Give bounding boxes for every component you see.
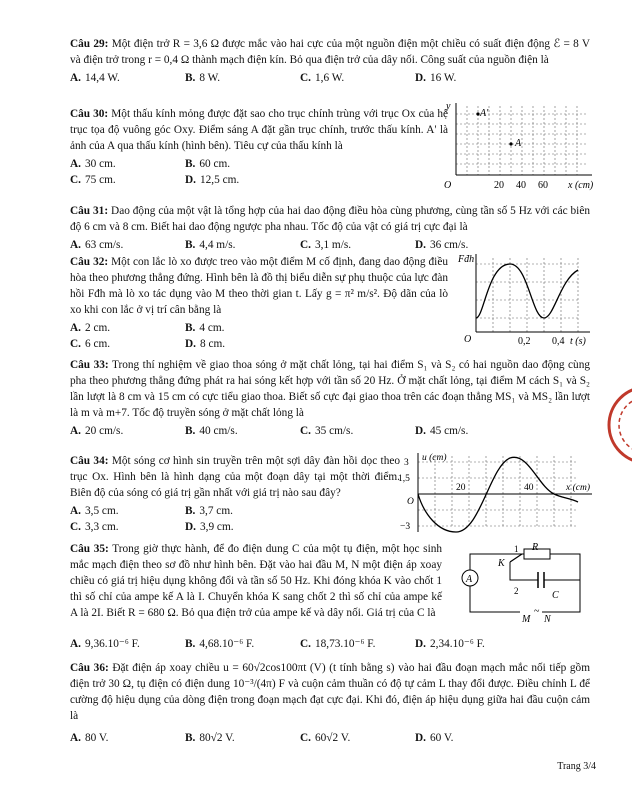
option-a[interactable]: A. 30 cm. <box>70 158 116 171</box>
wire-top <box>470 554 524 570</box>
question-number: Câu 33: <box>70 359 109 371</box>
options <box>70 320 300 352</box>
svg-text:Fđh: Fđh <box>458 254 475 265</box>
option-a[interactable]: A. 2 cm. <box>70 322 111 335</box>
force-time-figure <box>450 250 598 346</box>
option-b[interactable]: B. 8 W. <box>185 72 221 85</box>
svg-text:0,2: 0,2 <box>518 336 531 346</box>
svg-text:t (s): t (s) <box>570 336 586 346</box>
question-number: Câu 34: <box>70 455 109 467</box>
circuit-figure <box>450 540 600 624</box>
svg-text:20: 20 <box>456 483 466 493</box>
option-a[interactable]: A. 3,5 cm. <box>70 505 119 518</box>
options <box>70 636 590 652</box>
option-b[interactable]: B. 3,7 cm. <box>185 505 233 518</box>
ac-source-symbol: ~ <box>534 606 540 617</box>
svg-text:1,5: 1,5 <box>398 474 410 484</box>
options <box>70 730 590 746</box>
wire-left <box>470 586 520 612</box>
option-a[interactable]: A. 80 V. <box>70 732 109 745</box>
svg-text:C: C <box>552 590 559 601</box>
svg-text:R: R <box>532 542 539 553</box>
option-a[interactable]: A. 63 cm/s. <box>70 239 124 252</box>
svg-text:O: O <box>444 180 452 191</box>
svg-text:M: M <box>522 614 531 624</box>
figure-grid <box>476 258 578 332</box>
option-b[interactable]: B. 4,4 m/s. <box>185 239 236 252</box>
svg-text:K: K <box>498 558 505 569</box>
question-text: Một con lắc lò xo được treo vào một điểm M cố định, đang dao động điều hòa theo phương thẳng đứng. Hình bên là đồ thị biểu diễn sự phụ thuộc của lực đàn hồi Fđh mà lò xo tác dụng vào M theo thời gian t. Lấy g = π² m/s². Độ dãn của lò xo khi con lắc ở vị trí cân bằng là <box>70 256 448 317</box>
svg-text:A: A <box>515 138 522 149</box>
question-text: Một điện trở R = 3,6 Ω được mắc vào hai cực của một nguồn điện một chiều có suất điện động ℰ = 8 V và điện trở trong r = 0,4 Ω thành mạch điện kín. Bỏ qua điện trở của dây nối. Công suất của nguồn điện là <box>70 38 590 67</box>
svg-text:x (cm): x (cm) <box>568 180 594 191</box>
svg-text:u (cm): u (cm) <box>422 453 447 463</box>
option-b[interactable]: B. 60 cm. <box>185 158 231 171</box>
svg-text:40: 40 <box>524 483 534 493</box>
svg-text:−3: −3 <box>400 522 411 532</box>
svg-text:A: A <box>466 574 473 585</box>
svg-text:0,4: 0,4 <box>552 336 565 346</box>
question-31 <box>70 203 590 253</box>
question-number: Câu 31: <box>70 205 109 217</box>
question-35 <box>70 541 442 621</box>
figure-grid <box>456 106 588 175</box>
option-b[interactable]: B. 4,68.10⁻⁶ F. <box>185 638 255 650</box>
svg-text:O: O <box>464 334 472 345</box>
figure-grid <box>418 456 578 528</box>
question-number: Câu 35: <box>70 543 109 555</box>
lens-figure <box>440 100 600 192</box>
options <box>70 70 590 86</box>
option-d[interactable]: D. 60 V. <box>415 732 454 745</box>
options <box>70 503 300 535</box>
svg-text:20: 20 <box>494 180 504 191</box>
question-33 <box>70 357 590 439</box>
question-35-options <box>70 634 590 652</box>
svg-text:60: 60 <box>538 180 548 191</box>
question-text: Một sóng cơ hình sin truyền trên một sợi dây đàn hồi dọc theo trục Ox. Hình bên là hình dạng của một đoạn dây tại một thời điểm. Biên độ của sóng có giá trị gần nhất với giá trị nào sau đây? <box>70 455 401 500</box>
page-number: Trang 3/4 <box>557 761 596 772</box>
svg-text:40: 40 <box>516 180 526 191</box>
question-30 <box>70 106 448 188</box>
option-d[interactable]: D. 3,9 cm. <box>185 521 234 534</box>
option-c[interactable]: C. 60√2 V. <box>300 732 351 745</box>
svg-text:1: 1 <box>514 544 519 554</box>
option-b[interactable]: B. 40 cm/s. <box>185 425 238 438</box>
option-b[interactable]: B. 80√2 V. <box>185 732 235 745</box>
question-number: Câu 36: <box>70 662 109 674</box>
wave-figure <box>398 450 598 536</box>
option-d[interactable]: D. 12,5 cm. <box>185 174 240 187</box>
switch-k <box>510 554 522 562</box>
svg-text:y: y <box>446 101 451 112</box>
question-34 <box>70 453 400 535</box>
point-a <box>509 142 512 145</box>
svg-text:N: N <box>544 614 551 624</box>
svg-text:3: 3 <box>404 458 409 468</box>
question-text: Dao động của một vật là tổng hợp của hai dao động điều hòa cùng phương, cùng tần số 5 Hz với các biên độ 6 cm và 8 cm. Biết hai dao động ngược pha nhau. Tốc độ của vật có giá trị cực đại là <box>70 205 590 234</box>
option-c[interactable]: C. 1,6 W. <box>300 72 345 85</box>
question-29 <box>70 36 590 86</box>
option-a[interactable]: A. 20 cm/s. <box>70 425 124 438</box>
options <box>70 423 590 439</box>
question-number: Câu 29: <box>70 38 109 50</box>
question-number: Câu 32: <box>70 256 109 268</box>
option-d[interactable]: D. 16 W. <box>415 72 457 85</box>
option-a[interactable]: A. 14,4 W. <box>70 72 120 85</box>
question-text: Trong thí nghiệm về giao thoa sóng ở mặt chất lỏng, tại hai điểm S₁ và S₂ có hai nguồn dao động cùng pha theo phương thẳng đứng phát ra hai sóng kết hợp với tần số 20 Hz. Ở mặt chất lỏng, tại điểm M cách S₁ và S₂ lần lượt là 8 cm và 15 cm có cực tiểu giao thoa. Biết số cực đại giao thoa trên các đoạn thẳng MS₁ và MS₂ lần lượt là m và m+7. Tốc độ truyền sóng ở mặt chất lỏng là <box>70 359 590 420</box>
option-b[interactable]: B. 4 cm. <box>185 322 225 335</box>
svg-text:x (cm): x (cm) <box>566 483 590 493</box>
option-c[interactable]: C. 75 cm. <box>70 174 116 187</box>
option-c[interactable]: C. 6 cm. <box>70 338 111 351</box>
option-c[interactable]: C. 18,73.10⁻⁶ F. <box>300 638 376 650</box>
option-d[interactable]: D. 45 cm/s. <box>415 425 469 438</box>
svg-text:2: 2 <box>514 586 519 596</box>
option-c[interactable]: C. 3,3 cm. <box>70 521 119 534</box>
question-text: Một thấu kính mỏng được đặt sao cho trục chính trùng với trục Ox của hệ trục tọa độ vuông góc Oxy. Điểm sáng A đặt gần trục chính, trước thấu kính. A' là ảnh của A qua thấu kính (hình bên). Tiêu cự của thấu kính là <box>70 108 448 153</box>
svg-text:A': A' <box>480 108 489 119</box>
question-number: Câu 30: <box>70 108 109 120</box>
svg-text:O: O <box>407 497 414 507</box>
question-text: Trong giờ thực hành, để đo điện dung C của một tụ điện, một học sinh mắc mạch điện theo sơ đồ như hình bên. Đặt vào hai đầu M, N một điện áp xoay chiều có giá trị hiệu dụng không đổi và tần số 50 Hz. Khi đóng khóa K vào chốt 1 thì số chỉ của ampe kế A là I. Chuyển khóa K sang chốt 2 thì số chỉ của ampe kế A là 2I. Biết R = 680 Ω. Bỏ qua điện trở của ampe kế và dây nối. Giá trị của C là <box>70 543 443 620</box>
option-d[interactable]: D. 2,34.10⁻⁶ F. <box>415 638 485 650</box>
option-c[interactable]: C. 35 cm/s. <box>300 425 354 438</box>
option-d[interactable]: D. 8 cm. <box>185 338 226 351</box>
question-text: Đặt điện áp xoay chiều u = 60√2cos100πt (V) (t tính bằng s) vào hai đầu đoạn mạch mắc nối tiếp gồm điện trở 30 Ω, tụ điện có điện dung 10⁻³/(4π) F và cuộn cảm thuần có độ tự cảm L thay đổi được. Điều chỉnh L để cường độ hiệu dụng của dòng điện trong đoạn mạch đạt cực đại. Khi đó, điện áp hiệu dụng giữa hai đầu cuộn cảm là <box>70 662 590 723</box>
question-32 <box>70 254 448 352</box>
option-d[interactable]: D. 36 cm/s. <box>415 239 469 252</box>
option-c[interactable]: C. 3,1 m/s. <box>300 239 352 252</box>
option-a[interactable]: A. 9,36.10⁻⁶ F. <box>70 638 140 650</box>
options <box>70 156 300 188</box>
red-stamp-seal <box>602 380 632 470</box>
wire-right <box>542 554 580 612</box>
question-36 <box>70 660 590 746</box>
